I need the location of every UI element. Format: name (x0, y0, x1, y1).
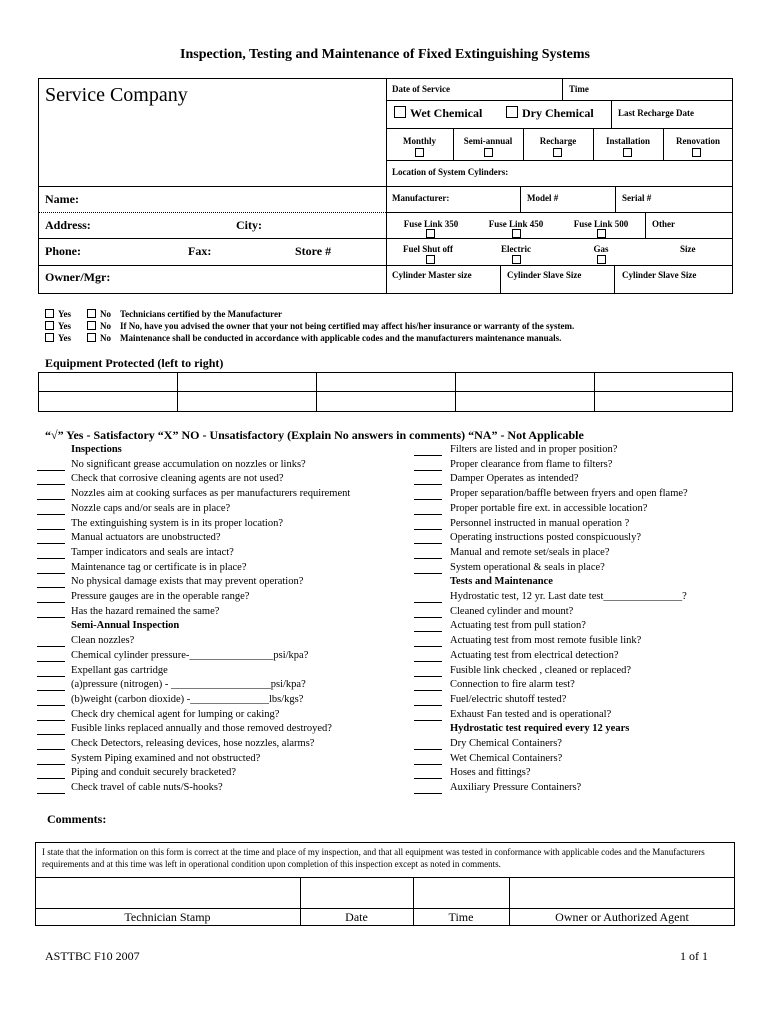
checklist-item (0, 487, 770, 501)
recharge-checkbox[interactable] (553, 148, 562, 157)
answer-blank[interactable] (414, 470, 442, 471)
size-label: Size (680, 244, 696, 254)
answer-blank[interactable] (414, 499, 442, 500)
page-number: 1 of 1 (680, 949, 708, 963)
fuel-shut-off-label: Fuel Shut off (402, 244, 453, 254)
gas-checkbox[interactable] (597, 255, 606, 264)
checklist-item (0, 766, 770, 780)
checklist-item-text: (b)weight (carbon dioxide) -_______________lbs/kgs? (71, 693, 304, 705)
checklist-item-text: Chemical cylinder pressure-________________psi/kpa? (71, 649, 309, 661)
answer-blank[interactable] (414, 529, 442, 530)
store-label: Store # (295, 244, 332, 258)
checklist-item (0, 693, 770, 707)
semi-annual-checkbox[interactable] (484, 148, 493, 157)
checklist-item (0, 590, 770, 604)
checklist-item (0, 472, 770, 486)
manufacturer-label: Manufacturer: (392, 193, 450, 203)
checklist-item-text: Cleaned cylinder and mount? (450, 605, 574, 617)
checklist-item-text: Actuating test from pull station? (450, 620, 586, 632)
answer-blank[interactable] (414, 749, 442, 750)
checklist-item (0, 517, 770, 531)
checklist-item-text: Wet Chemical Containers? (450, 752, 563, 764)
answer-blank[interactable] (414, 705, 442, 706)
technician-stamp-label: Technician Stamp (124, 910, 211, 924)
checklist-item-text: Tamper indicators and seals are intact? (71, 546, 234, 558)
checklist-item (0, 781, 770, 795)
checklist-section-heading (0, 722, 770, 736)
checklist-item-text: Operating instructions posted conspicuously? (450, 532, 642, 544)
checklist-item-text: Exhaust Fan tested and is operational? (450, 708, 612, 720)
checklist-item-text: Check that corrosive cleaning agents are not used? (71, 473, 284, 485)
checklist-item-text: Inspections (71, 444, 122, 455)
cert-2-no-checkbox[interactable] (87, 321, 96, 330)
answer-blank[interactable] (414, 602, 442, 603)
address-label: Address: (45, 218, 91, 232)
checklist-item-text: Maintenance tag or certificate is in place? (71, 561, 247, 573)
checklist-item-text: Pressure gauges are in the operable range? (71, 591, 250, 602)
electric-label: Electric (501, 244, 531, 254)
fax-label: Fax: (188, 244, 212, 258)
checklist-item-text: Filters are listed and in proper position? (450, 444, 618, 455)
answer-blank[interactable] (414, 676, 442, 677)
cert-1-yes-label: Yes (58, 309, 71, 319)
checklist-legend: “√” Yes - Satisfactory “X” NO - Unsatisfactory (Explain No answers in comments) “NA” - Not Applicable (45, 428, 584, 442)
installation-checkbox[interactable] (623, 148, 632, 157)
wet-chemical-label: Wet Chemical (410, 106, 483, 120)
checklist-item-text: No significant grease accumulation on nozzles or links? (71, 458, 306, 470)
checklist-item-text: Proper separation/baffle between fryers and open flame? (450, 488, 688, 500)
checklist-item (0, 458, 770, 472)
answer-blank[interactable] (414, 646, 442, 647)
owner-mgr-label: Owner/Mgr: (45, 270, 111, 284)
comments-label: Comments: (47, 812, 107, 826)
checklist-item-text: Manual actuators are unobstructed? (71, 532, 221, 544)
answer-blank[interactable] (414, 720, 442, 721)
cylinder-master-size-label: Cylinder Master size (392, 270, 472, 280)
time-signature-label: Time (448, 910, 474, 924)
service-type-recharge: Recharge (539, 136, 577, 146)
checklist-item-text: Has the hazard remained the same? (71, 605, 220, 617)
checklist-section-heading (0, 575, 770, 589)
dry-chemical-label: Dry Chemical (522, 106, 594, 120)
cert-1-no-checkbox[interactable] (87, 309, 96, 318)
checklist-item-text: (a)pressure (nitrogen) - ___________________psi/kpa? (71, 679, 306, 691)
checklist-item (0, 649, 770, 663)
cert-2-yes-label: Yes (58, 321, 71, 331)
model-label: Model # (527, 193, 559, 203)
checklist-item-text: Nozzles aim at cooking surfaces as per manufacturers requirement (71, 488, 351, 500)
phone-label: Phone: (45, 244, 81, 258)
checklist-item (0, 502, 770, 516)
cert-2-text: If No, have you advised the owner that your not being certified may affect his/her insurance or warranty of the system. (120, 321, 575, 331)
checklist-item-text: Proper clearance from flame to filters? (450, 458, 613, 470)
checklist-item-text: Personnel instructed in manual operation ? (450, 517, 630, 529)
certification-statement: I state that the information on this form is correct at the time and place of my inspection, and that all equipment was tested in conformance with applicable codes and the Manufacturers requirements and at this time was left in operational condition upon completion of this inspection except as noted in comments. (42, 847, 705, 869)
answer-blank[interactable] (414, 778, 442, 779)
monthly-checkbox[interactable] (415, 148, 424, 157)
checklist-item-text: System operational & seals in place? (450, 561, 605, 573)
cert-1-yes-checkbox[interactable] (45, 309, 54, 318)
cylinder-slave-size-2-label: Cylinder Slave Size (622, 270, 697, 280)
checklist-item (0, 605, 770, 619)
answer-blank[interactable] (414, 558, 442, 559)
renovation-checkbox[interactable] (692, 148, 701, 157)
checklist-item (0, 561, 770, 575)
fuse-link-450-checkbox[interactable] (512, 229, 521, 238)
cert-3-yes-checkbox[interactable] (45, 333, 54, 342)
cert-3-no-checkbox[interactable] (87, 333, 96, 342)
name-label: Name: (45, 192, 79, 206)
answer-blank[interactable] (414, 514, 442, 515)
checklist-item (0, 752, 770, 766)
cert-1-text: Technicians certified by the Manufacturer (120, 309, 282, 319)
cert-1-no-label: No (100, 309, 111, 319)
fuse-link-450-label: Fuse Link 450 (488, 219, 544, 229)
wet-chemical-checkbox[interactable] (394, 106, 406, 118)
checklist-item (0, 443, 770, 457)
checklist-item-text: Fusible links replaced annually and those removed destroyed? (71, 723, 332, 735)
location-of-cylinders-label: Location of System Cylinders: (392, 167, 509, 177)
checklist-item (0, 546, 770, 560)
answer-blank[interactable] (414, 661, 442, 662)
checklist-item (0, 619, 770, 633)
checklist-item-text: Manual and remote set/seals in place? (450, 546, 610, 558)
fuel-shut-off-checkbox[interactable] (426, 255, 435, 264)
other-label: Other (652, 219, 675, 229)
checklist-item-text: Actuating test from most remote fusible link? (450, 635, 642, 647)
service-type-monthly: Monthly (402, 136, 436, 146)
checklist-item-text: Damper Operates as intended? (450, 473, 579, 485)
equipment-protected-heading: Equipment Protected (left to right) (45, 356, 224, 370)
checklist-item-text: Proper portable fire ext. in accessible location? (450, 502, 648, 514)
serial-label: Serial # (622, 193, 652, 203)
last-recharge-date-label: Last Recharge Date (618, 108, 694, 118)
checklist-item-text: Hoses and fittings? (450, 767, 531, 779)
answer-blank[interactable] (414, 543, 442, 544)
owner-agent-label: Owner or Authorized Agent (555, 910, 689, 924)
time-label: Time (569, 84, 589, 94)
service-type-renovation: Renovation (675, 136, 720, 146)
date-of-service-label: Date of Service (392, 84, 450, 94)
checklist-item-text: Check dry chemical agent for lumping or caking? (71, 708, 280, 720)
checklist-item-text: Piping and conduit securely bracketed? (71, 767, 237, 779)
checklist-item-text: Actuating test from electrical detection? (450, 649, 619, 661)
checklist-item-text: Hydrostatic test required every 12 years (450, 723, 630, 735)
cylinder-slave-size-1-label: Cylinder Slave Size (507, 270, 582, 280)
equipment-protected-grid (38, 372, 733, 412)
cert-2-no-label: No (100, 321, 111, 331)
gas-label: Gas (593, 244, 609, 254)
answer-blank[interactable] (414, 617, 442, 618)
checklist-item (0, 531, 770, 545)
dry-chemical-checkbox[interactable] (506, 106, 518, 118)
fuse-link-500-label: Fuse Link 500 (573, 219, 629, 229)
answer-blank[interactable] (414, 484, 442, 485)
checklist-item (0, 678, 770, 692)
service-company-label: Service Company (45, 84, 188, 106)
answer-blank[interactable] (414, 764, 442, 765)
service-type-installation: Installation (605, 136, 650, 146)
form-id: ASTTBC F10 2007 (45, 949, 140, 963)
fuse-link-350-label: Fuse Link 350 (403, 219, 459, 229)
checklist-item-text: Dry Chemical Containers? (450, 738, 562, 749)
checklist-item-text: Check Detectors, releasing devices, hose nozzles, alarms? (71, 738, 315, 749)
checklist-item-text: No physical damage exists that may prevent operation? (71, 576, 304, 588)
date-label: Date (345, 910, 368, 924)
form-title: Inspection, Testing and Maintenance of Fixed Extinguishing Systems (180, 47, 590, 62)
checklist-item (0, 634, 770, 648)
checklist-item (0, 664, 770, 678)
checklist-item-text: Expellant gas cartridge (71, 664, 168, 676)
checklist-item-text: Tests and Maintenance (450, 576, 553, 588)
checklist-item-text: Nozzle caps and/or seals are in place? (71, 502, 231, 514)
electric-checkbox[interactable] (512, 255, 521, 264)
checklist-item-text: Check travel of cable nuts/S-hooks? (71, 782, 223, 794)
checklist-item-text: Connection to fire alarm test? (450, 679, 575, 691)
cert-3-text: Maintenance shall be conducted in accordance with applicable codes and the manufacturers maintenance manuals. (120, 333, 562, 343)
service-type-semi-annual: Semi-annual (463, 136, 513, 146)
answer-blank[interactable] (414, 573, 442, 574)
checklist-item-text: Fuel/electric shutoff tested? (450, 693, 567, 705)
checklist-item-text: The extinguishing system is in its proper location? (71, 517, 284, 529)
checklist-item-text: Fusible link checked , cleaned or replaced? (450, 664, 632, 676)
checklist-item (0, 708, 770, 722)
answer-blank[interactable] (414, 455, 442, 456)
answer-blank[interactable] (414, 793, 442, 794)
fuse-link-350-checkbox[interactable] (426, 229, 435, 238)
cert-2-yes-checkbox[interactable] (45, 321, 54, 330)
checklist-item-text: Auxiliary Pressure Containers? (450, 782, 582, 794)
answer-blank[interactable] (414, 690, 442, 691)
checklist-item-text: Hydrostatic test, 12 yr. Last date test_______________? (450, 591, 687, 602)
checklist-item-text: System Piping examined and not obstructed? (71, 752, 261, 764)
city-label: City: (236, 218, 262, 232)
fuse-link-500-checkbox[interactable] (597, 229, 606, 238)
answer-blank[interactable] (414, 631, 442, 632)
checklist-item-text: Clean nozzles? (71, 635, 135, 647)
checklist-item-text: Semi-Annual Inspection (71, 620, 180, 632)
cert-3-yes-label: Yes (58, 333, 71, 343)
cert-3-no-label: No (100, 333, 111, 343)
checklist-item (0, 737, 770, 751)
